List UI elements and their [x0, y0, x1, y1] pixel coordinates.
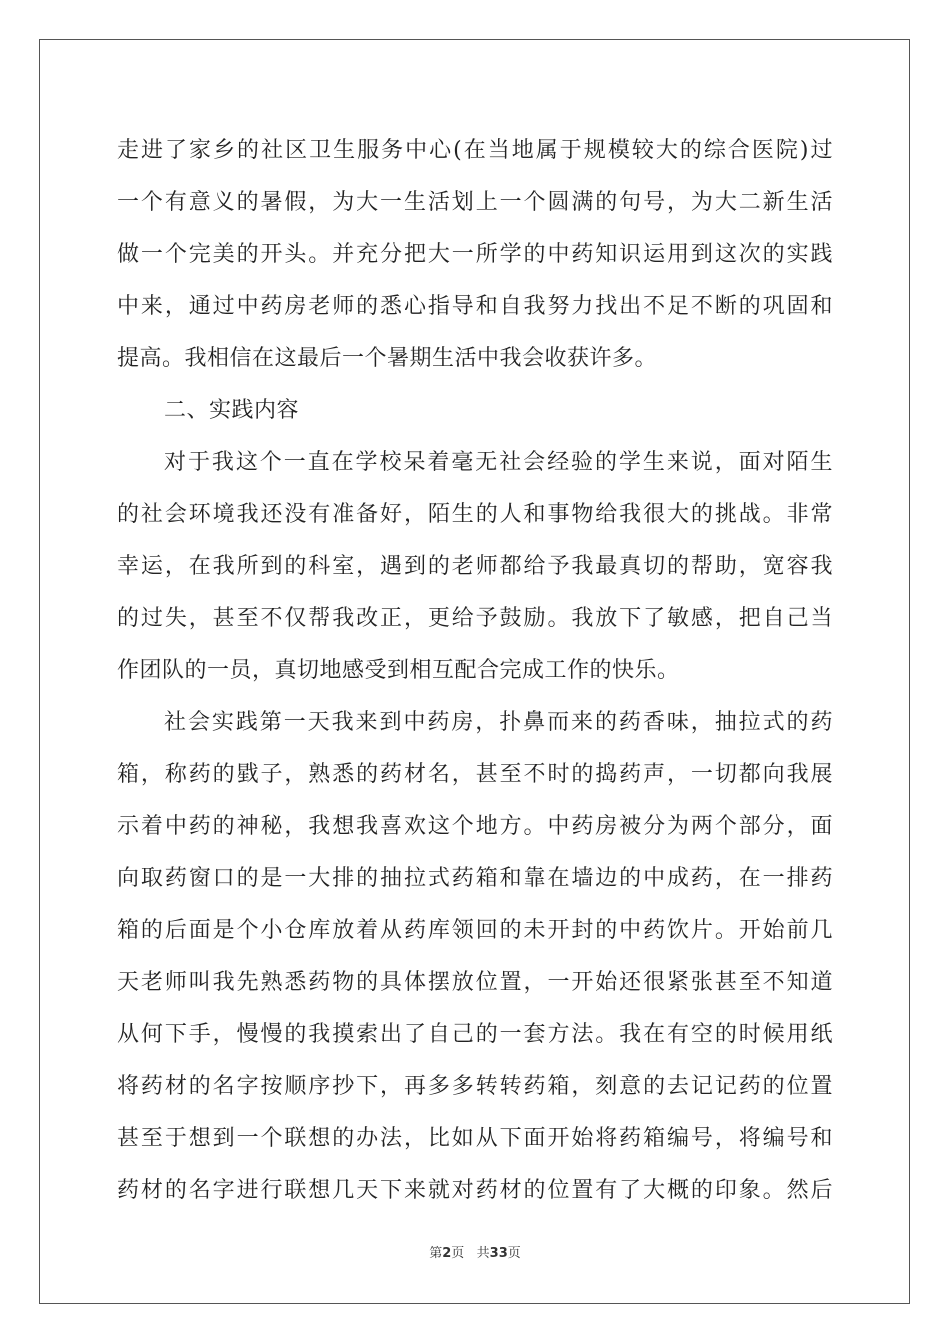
text-line: 的社会环境我还没有准备好，陌生的人和事物给我很大的挑战。非常 — [117, 502, 833, 527]
text-line: 箱，称药的戥子，熟悉的药材名，甚至不时的捣药声，一切都向我展 — [117, 762, 833, 787]
footer-prefix: 第 — [429, 1246, 443, 1261]
text-line: 甚至于想到一个联想的办法，比如从下面开始将药箱编号，将编号和 — [117, 1126, 833, 1151]
document-body — [117, 125, 833, 1217]
text-line: 向取药窗口的是一大排的抽拉式药箱和靠在墙边的中成药，在一排药 — [117, 866, 833, 891]
text-line: 将药材的名字按顺序抄下，再多多转转药箱，刻意的去记记药的位置 — [117, 1074, 833, 1099]
text-line: 天老师叫我先熟悉药物的具体摆放位置，一开始还很紧张甚至不知道 — [117, 970, 833, 995]
text-line: 箱的后面是个小仓库放着从药库领回的未开封的中药饮片。开始前几 — [117, 918, 833, 943]
footer-suffix: 页 — [507, 1246, 521, 1261]
text-line: 做一个完美的开头。并充分把大一所学的中药知识运用到这次的实践 — [117, 242, 833, 267]
text-line: 一个有意义的暑假，为大一生活划上一个圆满的句号，为大二新生活 — [117, 190, 833, 215]
footer-total-pages: 33 — [489, 1246, 508, 1261]
text-line: 走进了家乡的社区卫生服务中心(在当地属于规模较大的综合医院)过 — [117, 138, 833, 163]
text-line: 作团队的一员，真切地感受到相互配合完成工作的快乐。 — [117, 658, 680, 683]
page-footer — [0, 1245, 950, 1263]
text-line: 示着中药的神秘，我想我喜欢这个地方。中药房被分为两个部分，面 — [117, 814, 833, 839]
text-line: 对于我这个一直在学校呆着毫无社会经验的学生来说，面对陌生 — [164, 450, 833, 475]
text-line: 幸运，在我所到的科室，遇到的老师都给予我最真切的帮助，宽容我 — [117, 554, 833, 579]
text-line: 的过失，甚至不仅帮我改正，更给予鼓励。我放下了敏感，把自己当 — [117, 606, 833, 631]
footer-page-number: 2 — [442, 1246, 452, 1261]
text-line: 中来，通过中药房老师的悉心指导和自我努力找出不足不断的巩固和 — [117, 294, 833, 319]
text-line: 社会实践第一天我来到中药房，扑鼻而来的药香味，抽拉式的药 — [164, 710, 833, 735]
text-line: 提高。我相信在这最后一个暑期生活中我会收获许多。 — [117, 346, 658, 371]
text-line: 从何下手，慢慢的我摸索出了自己的一套方法。我在有空的时候用纸 — [117, 1022, 833, 1047]
text-line: 二、实践内容 — [164, 398, 300, 423]
text-line: 药材的名字进行联想几天下来就对药材的位置有了大概的印象。然后 — [117, 1178, 833, 1203]
footer-middle: 页 共 — [451, 1246, 490, 1261]
